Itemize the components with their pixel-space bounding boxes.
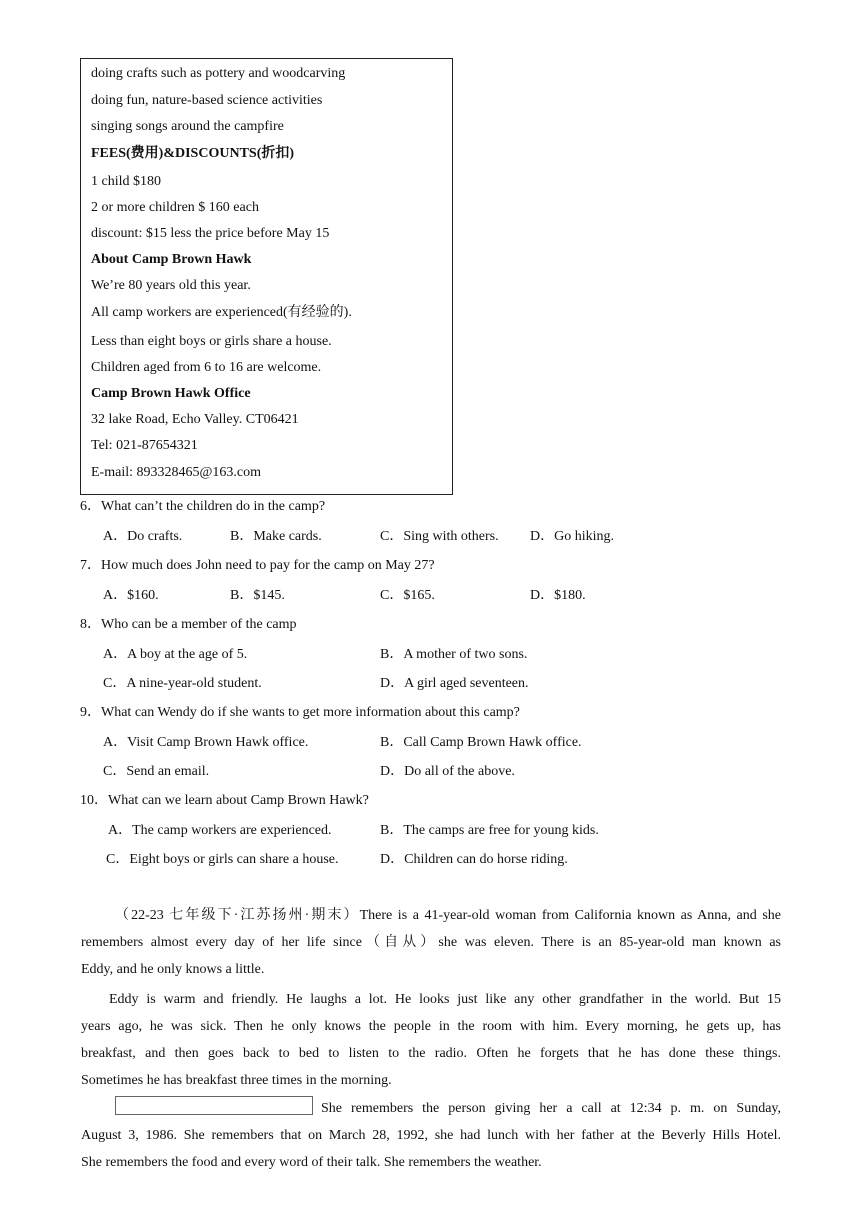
box-line: E-mail: 893328465@163.com	[91, 465, 261, 480]
box-line: Less than eight boys or girls share a house.	[91, 334, 332, 349]
box-line: Children aged from 6 to 16 are welcome.	[91, 360, 322, 375]
box-line: FEES(费用)&DISCOUNTS(折扣)	[91, 146, 295, 161]
answer-option[interactable]: D．A girl aged seventeen.	[380, 676, 529, 691]
passage-line: remembers almost every day of her life since（自从）she was eleven. There is an 85-year-old man known as	[81, 935, 781, 950]
passage-paragraph-2	[81, 986, 781, 1094]
answer-option[interactable]: D．$180.	[530, 588, 586, 603]
question-stem: 9．What can Wendy do if she wants to get more information about this camp?	[80, 705, 520, 720]
question-stem: 6．What can’t the children do in the camp?	[80, 499, 326, 514]
answer-option[interactable]: A．Visit Camp Brown Hawk office.	[103, 735, 309, 750]
answer-option[interactable]: B．Make cards.	[230, 529, 322, 544]
answer-option[interactable]: A．The camp workers are experienced.	[108, 823, 332, 838]
box-line: Camp Brown Hawk Office	[91, 386, 251, 401]
passage-paragraph-3	[81, 1095, 781, 1176]
passage-line: Eddy, and he only knows a little.	[81, 962, 265, 977]
box-line: doing fun, nature-based science activities	[91, 93, 323, 108]
answer-option[interactable]: D．Go hiking.	[530, 529, 614, 544]
box-line: 32 lake Road, Echo Valley. CT06421	[91, 412, 299, 427]
answer-option[interactable]: C．A nine-year-old student.	[103, 676, 262, 691]
answer-option[interactable]: C．$165.	[380, 588, 435, 603]
box-line: Tel: 021-87654321	[91, 438, 198, 453]
answer-option[interactable]: B．$145.	[230, 588, 285, 603]
passage-line: years ago, he was sick. Then he only knows the people in the room with him. Every morning, he gets up, has	[81, 1019, 781, 1034]
box-line: All camp workers are experienced(有经验的).	[91, 305, 352, 320]
box-line: About Camp Brown Hawk	[91, 252, 252, 267]
question-stem: 10．What can we learn about Camp Brown Hawk?	[80, 793, 369, 808]
box-line: singing songs around the campfire	[91, 119, 284, 134]
passage-line: She remembers the food and every word of their talk. She remembers the weather.	[81, 1155, 542, 1170]
answer-blank[interactable]	[115, 1096, 313, 1115]
box-line: 1 child $180	[91, 174, 161, 189]
passage-line: Eddy is warm and friendly. He laughs a lot. He looks just like any other grandfather in the world. But 15	[109, 992, 781, 1007]
box-line: 2 or more children $ 160 each	[91, 200, 259, 215]
passage-line: She remembers the person giving her a call at 12:34 p. m. on Sunday,	[321, 1101, 781, 1116]
question-stem: 7．How much does John need to pay for the camp on May 27?	[80, 558, 435, 573]
answer-option[interactable]: B．Call Camp Brown Hawk office.	[380, 735, 582, 750]
answer-option[interactable]: D．Do all of the above.	[380, 764, 515, 779]
passage-line: （22-23 七年级下·江苏扬州·期末）There is a 41-year-old woman from California known as Anna, and she	[115, 908, 781, 923]
answer-option[interactable]: A．A boy at the age of 5.	[103, 647, 248, 662]
answer-option[interactable]: B．The camps are free for young kids.	[380, 823, 599, 838]
answer-option[interactable]: C．Eight boys or girls can share a house.	[106, 852, 339, 867]
answer-option[interactable]: C．Send an email.	[103, 764, 210, 779]
answer-option[interactable]: B．A mother of two sons.	[380, 647, 528, 662]
answer-option[interactable]: D．Children can do horse riding.	[380, 852, 568, 867]
camp-info-box	[80, 58, 453, 495]
question-stem: 8．Who can be a member of the camp	[80, 617, 297, 632]
box-line: We’re 80 years old this year.	[91, 278, 251, 293]
box-line: discount: $15 less the price before May 15	[91, 226, 330, 241]
passage-line: breakfast, and then goes back to bed to listen to the radio. Often he forgets that he has done these things.	[81, 1046, 781, 1061]
passage-paragraph-1	[81, 902, 781, 983]
passage-line: August 3, 1986. She remembers that on March 28, 1992, she had lunch with her father at the Beverly Hills Hotel.	[81, 1128, 781, 1143]
box-line: doing crafts such as pottery and woodcarving	[91, 66, 346, 81]
answer-option[interactable]: A．$160.	[103, 588, 159, 603]
answer-option[interactable]: C．Sing with others.	[380, 529, 499, 544]
passage-line: Sometimes he has breakfast three times in the morning.	[81, 1073, 392, 1088]
answer-option[interactable]: A．Do crafts.	[103, 529, 183, 544]
